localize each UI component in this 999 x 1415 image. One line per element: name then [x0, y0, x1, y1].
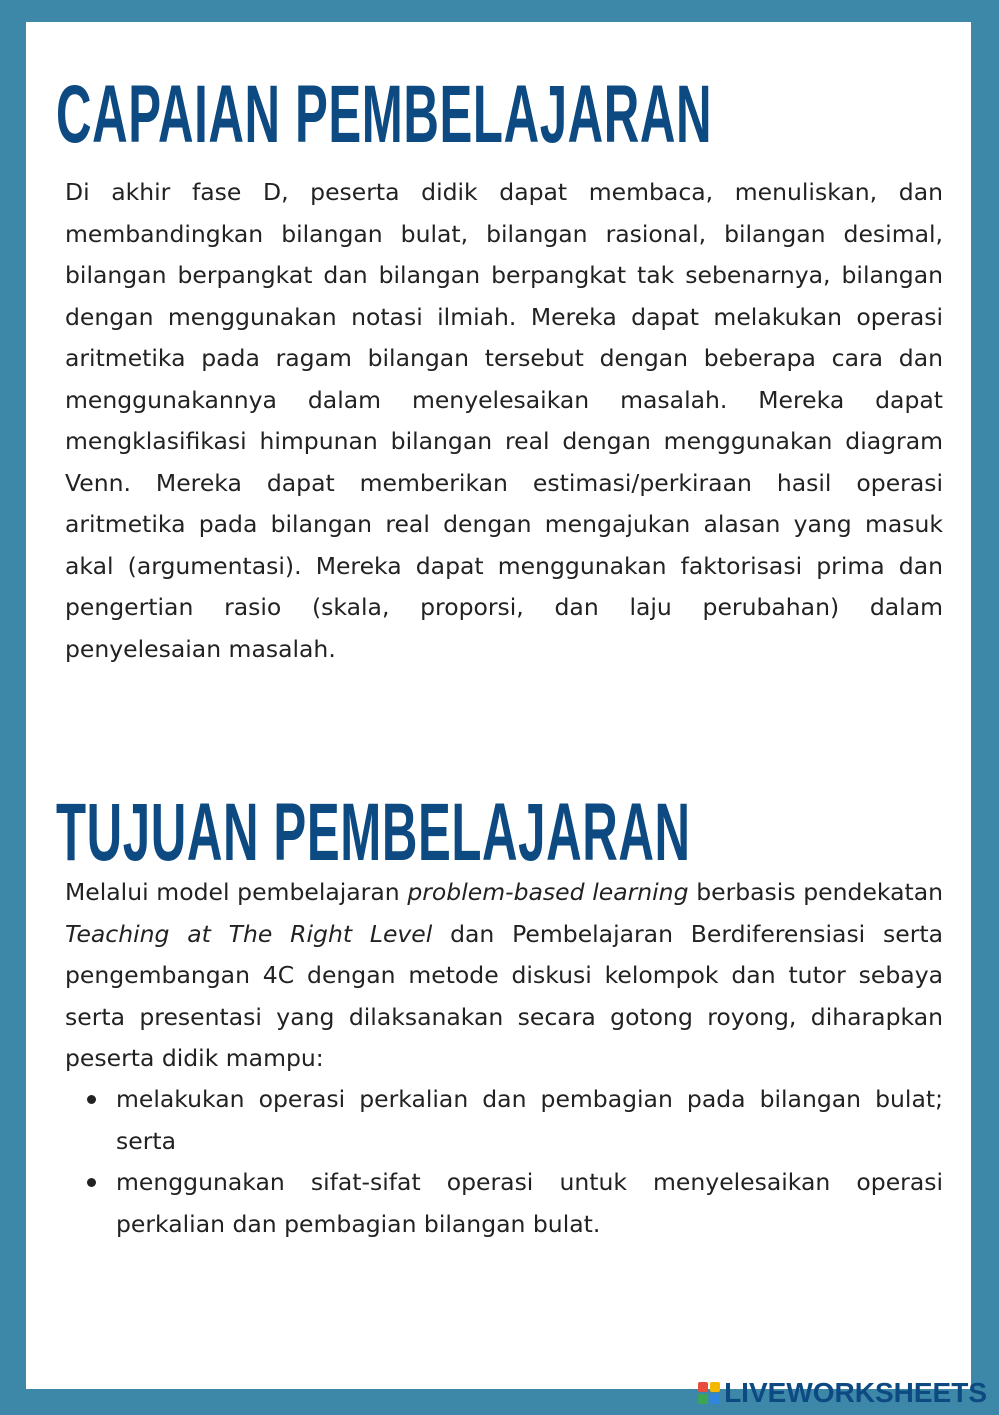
logo-square — [698, 1394, 708, 1404]
tujuan-intro-emphasis-2: Teaching at The Right Level — [65, 919, 433, 948]
tujuan-intro-emphasis-1: problem-based learning — [407, 878, 689, 906]
list-item-text: menggunakan sifat-sifat operasi untuk menyelesaikan operasi perkalian dan pembagian bilangan bulat. — [116, 1168, 943, 1238]
logo-square — [698, 1382, 708, 1392]
objectives-list — [65, 1079, 943, 1245]
section-title-tujuan: TUJUAN PEMBELAJARAN — [56, 787, 691, 878]
logo-square — [710, 1394, 720, 1404]
tujuan-intro-text-1: Melalui model pembelajaran — [65, 878, 408, 906]
section-title-capaian: CAPAIAN PEMBELAJARAN — [56, 69, 713, 160]
tujuan-intro-text-3: dan Pembelajaran Berdiferensiasi serta pengembangan 4C dengan metode diskusi kelompok dan tutor sebaya serta presentasi yang dilaksanakan secara gotong royong, diharapkan peserta didik mampu: — [65, 919, 943, 1072]
list-item-text: melakukan operasi perkalian dan pembagian pada bilangan bulat; serta — [116, 1085, 943, 1155]
bullet-icon — [87, 1095, 96, 1104]
list-item — [65, 1162, 943, 1245]
tujuan-intro-text-2: berbasis pendekatan — [688, 878, 944, 906]
worksheet-page — [26, 22, 971, 1389]
liveworksheets-mark-icon — [698, 1382, 720, 1404]
liveworksheets-logo-text: LIVEWORKSHEETS — [724, 1377, 987, 1408]
list-item — [65, 1079, 943, 1162]
liveworksheets-logo — [698, 1379, 987, 1407]
tujuan-paragraph — [65, 872, 943, 1080]
bullet-icon — [87, 1178, 96, 1187]
logo-square — [710, 1382, 720, 1392]
capaian-paragraph: Di akhir fase D, peserta didik dapat membaca, menuliskan, dan membandingkan bilangan bulat, bilangan rasional, bilangan desimal, bilangan berpangkat dan bilangan berpangkat tak sebenarnya, bilangan dengan menggunakan notasi ilmiah. Mereka dapat melakukan operasi aritmetika pada ragam bilangan tersebut dengan beberapa cara dan menggunakannya dalam menyelesaikan masalah. Mereka dapat mengklasifikasi himpunan bilangan real dengan menggunakan diagram Venn. Mereka dapat memberikan estimasi/perkiraan hasil operasi aritmetika pada bilangan real dengan mengajukan alasan yang masuk akal (argumentasi). Mereka dapat menggunakan faktorisasi prima dan pengertian rasio (skala, proporsi, dan laju perubahan) dalam penyelesaian masalah. — [65, 178, 943, 663]
